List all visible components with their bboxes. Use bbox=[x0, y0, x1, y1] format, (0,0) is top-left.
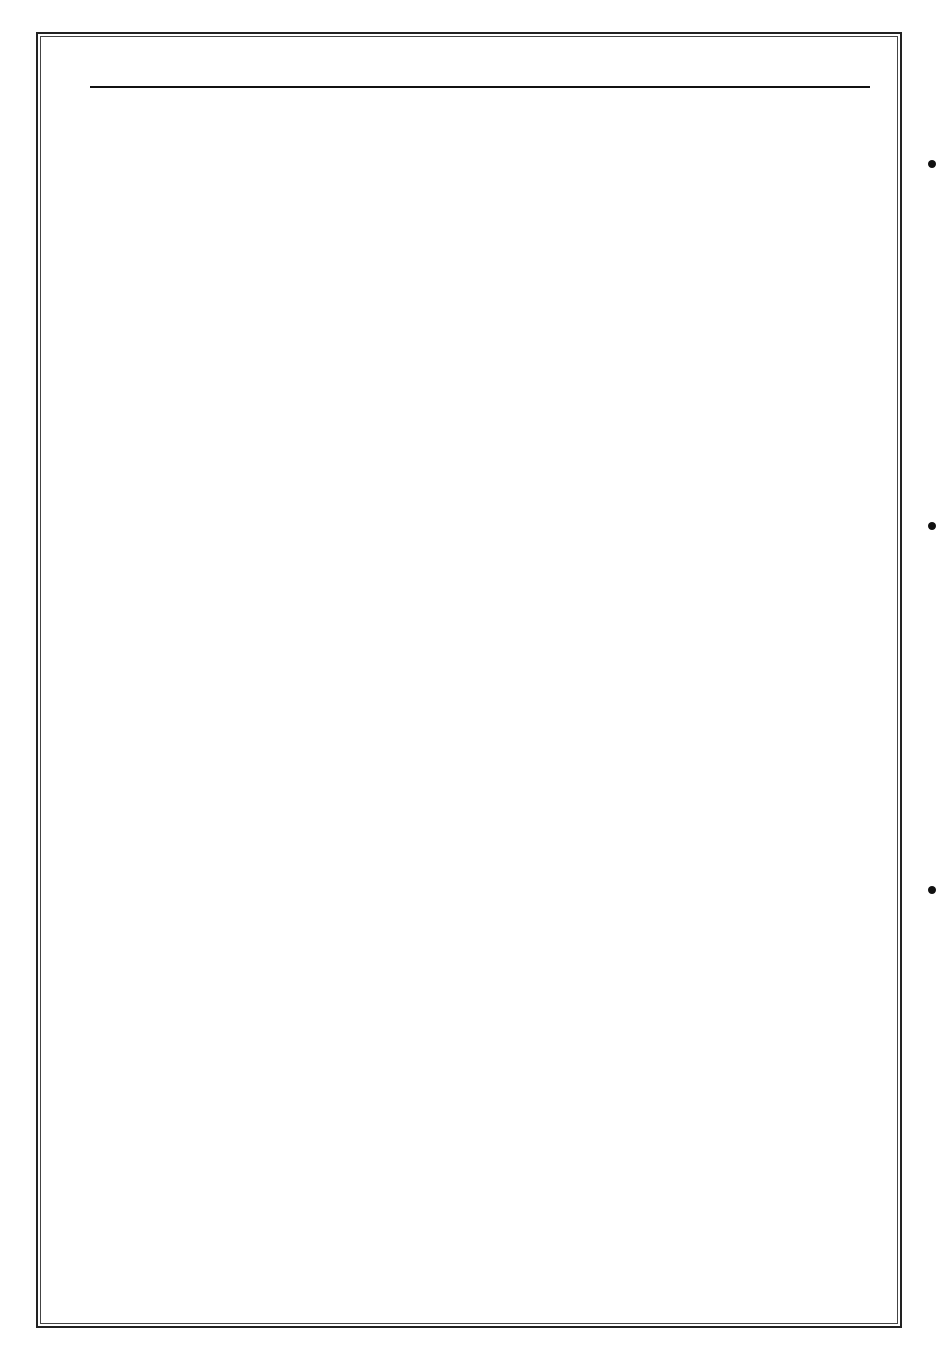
page-header bbox=[90, 42, 870, 88]
margin-dot bbox=[928, 160, 936, 168]
decorative-border-top bbox=[0, 0, 942, 30]
decorative-border-right bbox=[908, 30, 942, 1330]
decorative-border-bottom bbox=[0, 1331, 942, 1363]
decorative-border-left bbox=[0, 30, 32, 1330]
margin-dot bbox=[928, 886, 936, 894]
page-frame-inner bbox=[40, 36, 898, 1324]
margin-dot bbox=[928, 522, 936, 530]
